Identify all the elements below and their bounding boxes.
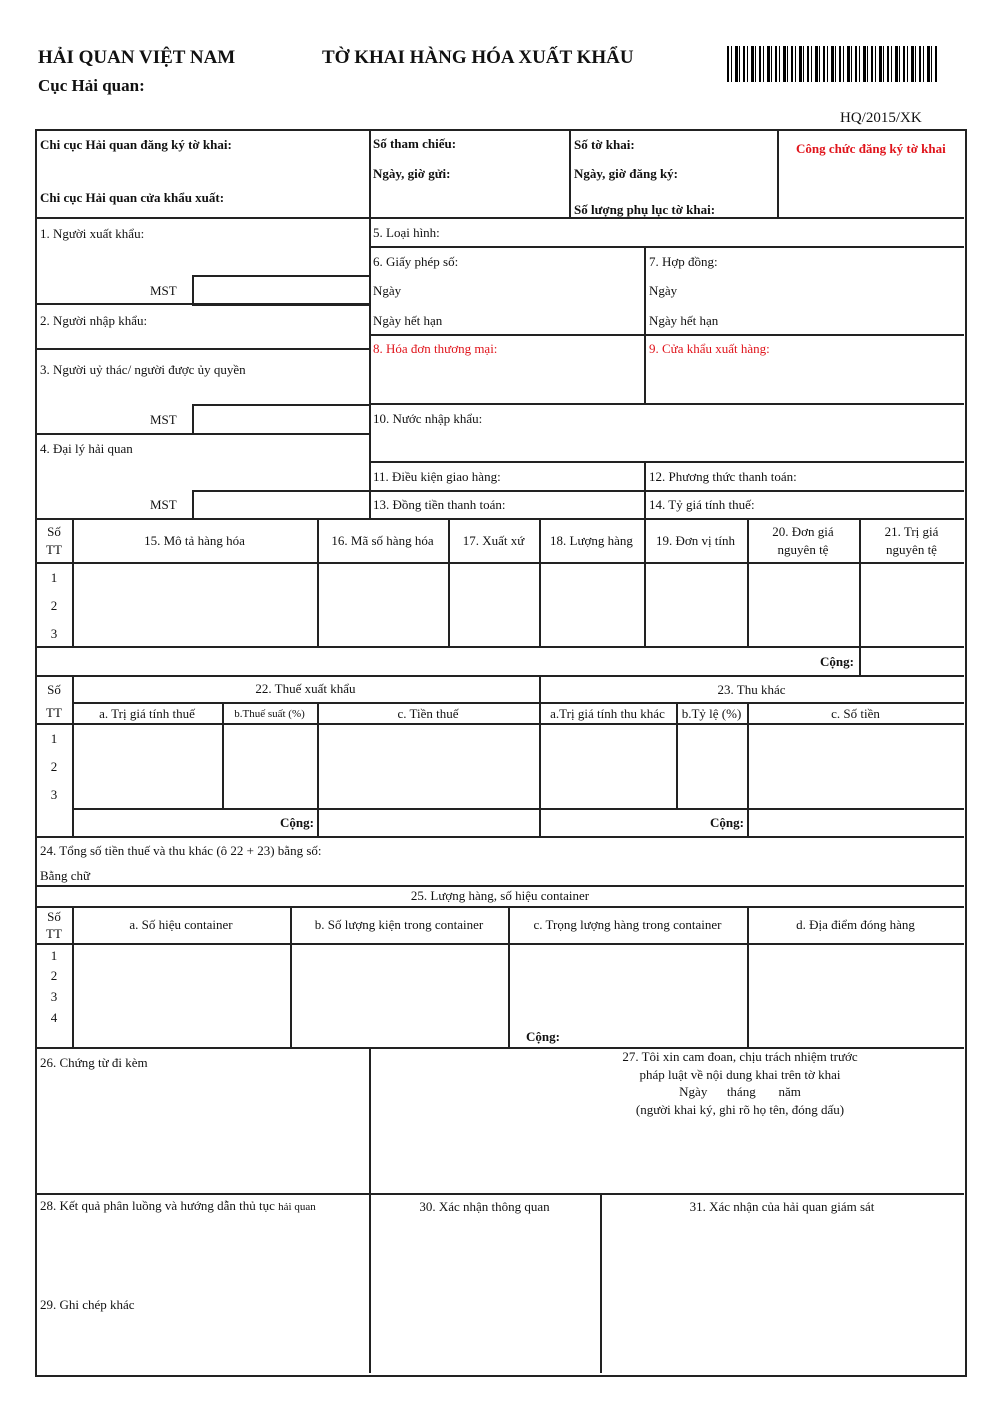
- col-15-header: 15. Mô tả hàng hóa: [144, 533, 245, 548]
- tax-tt-header: TT: [46, 705, 62, 720]
- field-7-label: 7. Hợp đồng:: [649, 254, 718, 269]
- mst-input-3[interactable]: [192, 404, 370, 434]
- chi-cuc-ck-label: Chi cục Hải quan cửa khẩu xuất:: [40, 190, 225, 205]
- field-4-label: 4. Đại lý hải quan: [40, 441, 133, 456]
- goods-tt-header: TT: [46, 542, 62, 557]
- col-18-header: 18. Lượng hàng: [550, 533, 633, 548]
- mst-input-4[interactable]: [192, 490, 370, 519]
- col-23c-header: c. Số tiền: [831, 706, 880, 721]
- mst-label-3: MST: [150, 412, 177, 427]
- dept-label: Cục Hải quan:: [38, 76, 145, 95]
- cont-total-label: Cộng:: [526, 1029, 560, 1044]
- col-25a-header: a. Số hiệu container: [129, 917, 233, 932]
- field-12-label: 12. Phương thức thanh toán:: [649, 469, 797, 484]
- cont-row-1: 1: [50, 948, 58, 963]
- field-7-ngay: Ngày: [649, 283, 678, 298]
- field-8-label: 8. Hóa đơn thương mại:: [373, 341, 498, 356]
- cont-row-3: 3: [50, 989, 58, 1004]
- col-23b-header: b.Tỷ lệ (%): [681, 706, 742, 721]
- org-title: HẢI QUAN VIỆT NAM: [38, 47, 236, 68]
- ngay-gio-dk-label: Ngày, giờ đăng ký:: [574, 166, 678, 181]
- field-6-label: 6. Giấy phép số:: [373, 254, 459, 269]
- field-31-label: 31. Xác nhận của hải quan giám sát: [689, 1199, 875, 1214]
- form-code: HQ/2015/XK: [840, 110, 922, 126]
- field-24-label: 24. Tổng số tiền thuế và thu khác (ô 22 + 23) bằng số:: [40, 843, 322, 858]
- col-19-header: 19. Đơn vị tính: [655, 533, 736, 548]
- field-6-ngay: Ngày: [373, 283, 402, 298]
- field-5-label: 5. Loại hình:: [373, 225, 440, 240]
- col-22a-header: a. Trị giá tính thuế: [99, 706, 195, 721]
- tax23-total-label: Cộng:: [710, 815, 744, 830]
- col-22-header: 22. Thuế xuất khẩu: [255, 681, 356, 696]
- so-tham-chieu-label: Số tham chiếu:: [373, 136, 457, 151]
- field-11-label: 11. Điều kiện giao hàng:: [373, 469, 501, 484]
- col-21-header-2: nguyên tệ: [886, 542, 937, 557]
- ngay-gio-gui-label: Ngày, giờ gửi:: [373, 166, 451, 181]
- col-23a-header: a.Trị giá tính thu khác: [550, 706, 665, 721]
- tax-so-header: Số: [47, 682, 61, 697]
- cont-so-header: Số: [47, 909, 61, 924]
- field-13-label: 13. Đồng tiền thanh toán:: [373, 497, 506, 512]
- field-27-line2: pháp luật về nội dung khai trên tờ khai: [639, 1067, 841, 1082]
- col-20-header: 20. Đơn giá: [772, 524, 834, 539]
- col-25c-header: c. Trọng lượng hàng trong container: [533, 917, 722, 932]
- goods-row-2: 2: [50, 598, 58, 613]
- col-21-header: 21. Trị giá: [884, 524, 939, 539]
- col-16-header: 16. Mã số hàng hóa: [331, 533, 434, 548]
- col-23-header: 23. Thu khác: [717, 682, 786, 697]
- goods-row-1: 1: [50, 570, 58, 585]
- field-28-text: 28. Kết quả phân luồng và hướng dẫn thủ tục: [40, 1198, 275, 1213]
- col-22c-header: c. Tiền thuế: [397, 706, 459, 721]
- mst-label-4: MST: [150, 497, 177, 512]
- tax22-total-label: Cộng:: [280, 815, 314, 830]
- cont-tt-header: TT: [46, 926, 62, 941]
- field-30-label: 30. Xác nhận thông quan: [419, 1199, 550, 1214]
- chi-cuc-dk-label: Chi cục Hải quan đăng ký tờ khai:: [40, 137, 232, 152]
- col-25b-header: b. Số lượng kiện trong container: [314, 917, 484, 932]
- field-1-label: 1. Người xuất khẩu:: [40, 226, 145, 241]
- page-title: TỜ KHAI HÀNG HÓA XUẤT KHẨU: [322, 47, 634, 68]
- col-22b-header: b.Thuế suất (%): [234, 708, 305, 720]
- goods-row-3: 3: [50, 626, 58, 641]
- cont-row-4: 4: [50, 1010, 58, 1025]
- field-27-date: Ngày tháng năm: [679, 1084, 801, 1099]
- tax-row-1: 1: [50, 731, 58, 746]
- field-6-ngay-het-han: Ngày hết hạn: [373, 313, 443, 328]
- mst-input-1[interactable]: [192, 275, 370, 306]
- field-27-line1: 27. Tôi xin cam đoan, chịu trách nhiệm trước: [622, 1049, 858, 1064]
- cont-row-2: 2: [50, 968, 58, 983]
- bang-chu-label: Bằng chữ: [40, 868, 91, 883]
- field-9-label: 9. Cửa khẩu xuất hàng:: [649, 341, 770, 356]
- field-29-label: 29. Ghi chép khác: [40, 1297, 135, 1312]
- field-2-label: 2. Người nhập khẩu:: [40, 313, 148, 328]
- field-26-label: 26. Chứng từ đi kèm: [40, 1055, 148, 1070]
- field-25-label: 25. Lượng hàng, số hiệu container: [410, 888, 590, 903]
- field-14-label: 14. Tỷ giá tính thuế:: [649, 497, 755, 512]
- field-10-label: 10. Nước nhập khẩu:: [373, 411, 483, 426]
- cong-chuc-label: Công chức đăng ký tờ khai: [796, 141, 946, 156]
- col-17-header: 17. Xuất xứ: [462, 533, 525, 548]
- so-luong-pl-label: Số lượng phụ lục tờ khai:: [574, 202, 716, 217]
- goods-so-header: Số: [47, 524, 61, 539]
- tax-row-3: 3: [50, 787, 58, 802]
- field-3-label: 3. Người uỷ thác/ người được ủy quyền: [40, 362, 246, 377]
- barcode-icon: [727, 46, 939, 82]
- so-to-khai-label: Số tờ khai:: [574, 137, 635, 152]
- tax-row-2: 2: [50, 759, 58, 774]
- field-28-small: hải quan: [278, 1201, 316, 1213]
- field-27-note: (người khai ký, ghi rõ họ tên, đóng dấu): [635, 1102, 845, 1117]
- goods-total-label: Cộng:: [820, 654, 854, 669]
- field-7-ngay-het-han: Ngày hết hạn: [649, 313, 719, 328]
- col-20-header-2: nguyên tệ: [777, 542, 829, 557]
- mst-label-1: MST: [150, 283, 177, 298]
- form-frame: [35, 129, 967, 1377]
- field-28-label: [40, 1198, 316, 1215]
- col-25d-header: d. Địa điểm đóng hàng: [796, 917, 915, 932]
